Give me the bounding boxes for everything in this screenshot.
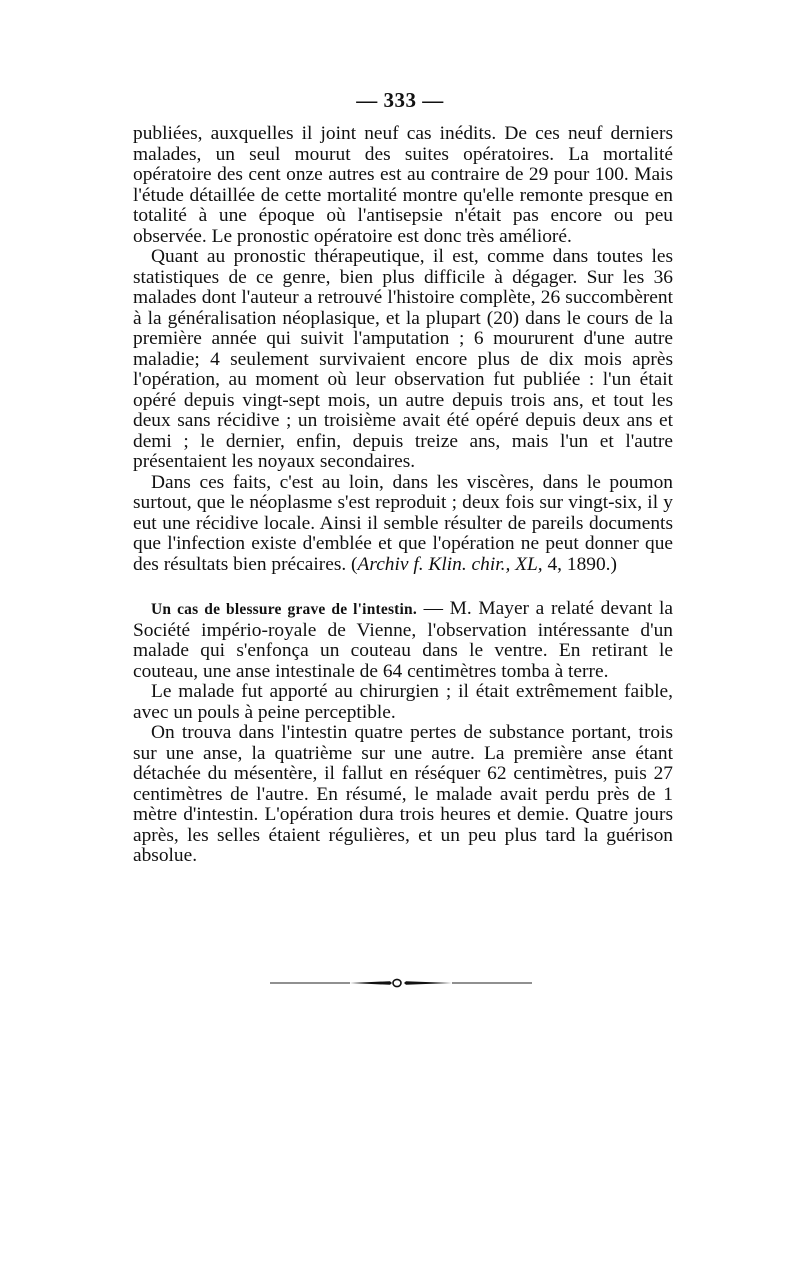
page-number: — 333 — [356,88,444,112]
article-body [133,124,673,867]
paragraph-mortality: publiées, auxquelles il joint neuf cas inédits. De ces neuf derniers malades, un seul mourut des suites opératoires. La mortalité opératoire des cent onze autres est au contraire de 29 pour 100. Mais l'étude détaillée de cette mortalité montre qu'elle remonte presque en totalité à une époque où l'antisepsie n'était pas encore ou peu observée. Le pronostic opératoire est donc très amélioré. [133,123,673,247]
paragraph-prognosis: Quant au pronostic thérapeutique, il est, comme dans toutes les statistiques de ce genre, bien plus difficile à dégager. Sur les 36 malades dont l'auteur a retrouvé l'histoire complète, 26 succombèrent à la généralisation néoplasique, et la plupart (20) dans le cours de la première année qui suivit l'amputation ; 6 moururent d'une autre maladie; 4 seulement survivaient encore plus de dix mois après l'opération, au moment où leur observation fut publiée : l'un était opéré depuis vingt-sept mois, un autre depuis trois ans, et tout les deux sans récidive ; un troisième avait été opéré depuis deux ans et demi ; le dernier, enfin, depuis treize ans, mais l'un et l'autre présentaient les noyaux secondaires. [133,246,673,472]
citation-issue: 4, 1890.) [542,553,617,575]
conclusion-text: Dans ces faits, c'est au loin, dans les viscères, dans le poumon surtout, que le néoplasme s'est reproduit ; deux fois sur vingt-six, il y eut une récidive locale. Ainsi il semble résulter de pareils documents que l'infection existe d'emblée et que l'opération ne peut donner que des résultats bien précaires. ( [133,471,673,575]
citation-journal: Archiv f. Klin. chir., XL, [357,553,543,575]
paragraph-findings: On trouva dans l'intestin quatre pertes de substance portant, trois sur une anse, la quatrième sur une autre. La première anse étant détachée du mésentère, il fallut en réséquer 62 centimètres, puis 27 centimètres de l'autre. En résumé, le malade avait perdu près de 1 mètre d'intestin. L'opération dura trois heures et demie. Quatre jours après, les selles étaient régulières, et un peu plus tard la guérison absolue. [133,722,673,866]
paragraph-patient-state: Le malade fut apporté au chirurgien ; il était extrêmement faible, avec un pouls à peine perceptible. [133,681,673,723]
section-gap [133,575,673,599]
paragraph-intestine-case [133,599,673,682]
ornament-divider-icon [270,976,532,990]
article-heading: Un cas de blessure grave de l'intestin. [151,601,417,618]
case-intro-text: — M. Mayer a relaté devant la Société império-royale de Vienne, l'observation intéressante d'un malade qui s'enfonça un couteau dans le ventre. En retirant le couteau, une anse intestinale de 64 centimètres tomba à terre. [133,598,673,682]
paragraph-conclusion [133,473,673,576]
